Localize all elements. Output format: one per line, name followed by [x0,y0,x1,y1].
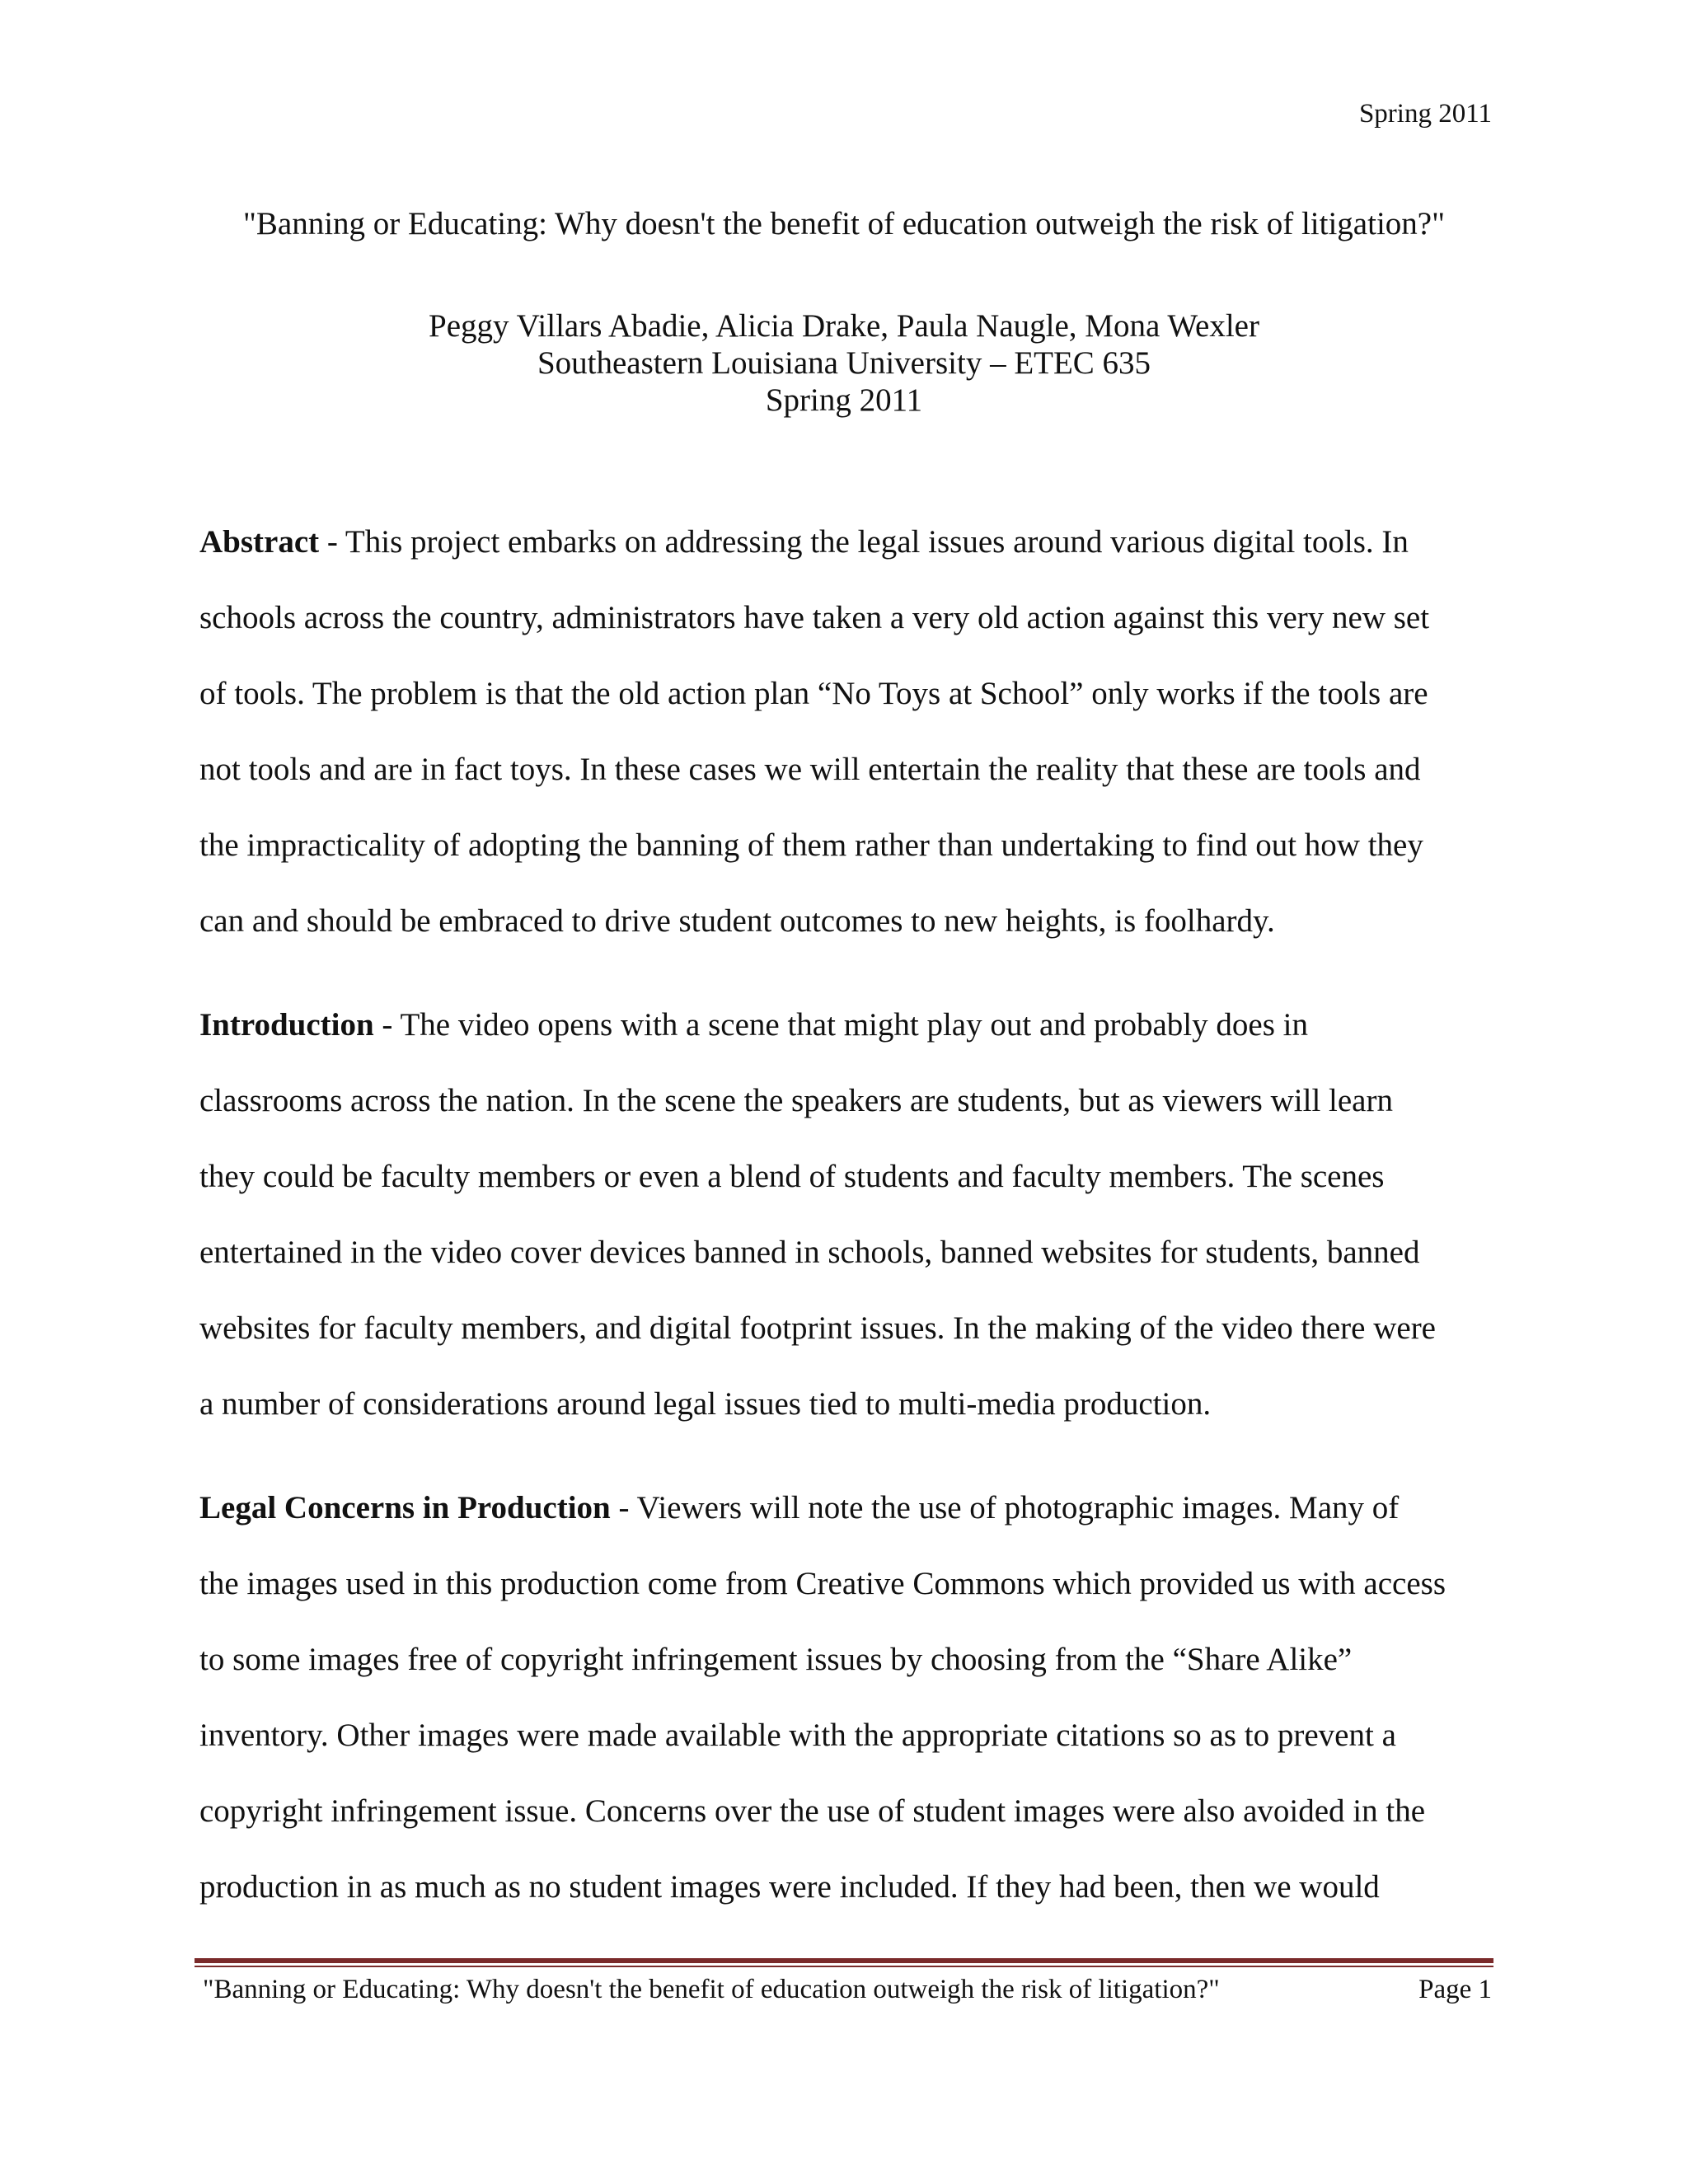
introduction-line-1: Introduction - The video opens with a scene that might play out and probably does in [199,1007,1308,1043]
legal-concerns-line-3: to some images free of copyright infringement issues by choosing from the “Share Alike” [199,1642,1353,1677]
abstract-line-1: Abstract - This project embarks on addressing the legal issues around various digital tools. In [199,524,1409,560]
abstract-line-2: schools across the country, administrators have taken a very old action against this very new set [199,600,1430,635]
legal-concerns-line-4: inventory. Other images were made available with the appropriate citations so as to prevent a [199,1718,1396,1753]
footer-divider-thin [195,1966,1493,1967]
author-block [196,307,1492,419]
author-names: Peggy Villars Abadie, Alicia Drake, Paula Naugle, Mona Wexler [429,308,1259,344]
legal-concerns-line-2: the images used in this production come from Creative Commons which provided us with access [199,1566,1447,1601]
introduction-line-6: a number of considerations around legal issues tied to multi-media production. [199,1386,1212,1422]
legal-concerns-label: Legal Concerns in Production [199,1490,611,1526]
footer-divider [195,1958,1493,1963]
abstract-section [199,504,1510,959]
abstract-line-4: not tools and are in fact toys. In these cases we will entertain the reality that these are tools and [199,752,1421,787]
page-number: Page 1 [1418,1975,1492,2004]
introduction-line-2: classrooms across the nation. In the scene the speakers are students, but as viewers will learn [199,1083,1393,1118]
author-affiliation: Southeastern Louisiana University – ETEC 635 [537,345,1151,381]
running-footer-title: "Banning or Educating: Why doesn't the benefit of education outweigh the risk of litigation?" [203,1975,1220,2004]
author-term: Spring 2011 [765,382,923,418]
introduction-line-4: entertained in the video cover devices banned in schools, banned websites for students, banned [199,1235,1420,1270]
abstract-label: Abstract [199,524,320,560]
document-title: "Banning or Educating: Why doesn't the benefit of education outweigh the risk of litigation?" [242,206,1446,241]
legal-concerns-line-5: copyright infringement issue. Concerns over the use of student images were also avoided in the [199,1793,1426,1829]
legal-concerns-line-1: Legal Concerns in Production - Viewers will note the use of photographic images. Many of [199,1490,1400,1526]
legal-concerns-line-6: production in as much as no student images were included. If they had been, then we would [199,1869,1380,1905]
legal-concerns-section [199,1470,1510,1925]
introduction-label: Introduction [199,1007,374,1043]
introduction-line-5: websites for faculty members, and digital footprint issues. In the making of the video there were [199,1310,1436,1346]
running-header-semester: Spring 2011 [1358,99,1492,129]
abstract-line-3: of tools. The problem is that the old action plan “No Toys at School” only works if the tools are [199,676,1428,711]
abstract-line-5: the impracticality of adopting the banning of them rather than undertaking to find out how they [199,827,1423,863]
introduction-section [199,987,1510,1442]
introduction-line-3: they could be faculty members or even a blend of students and faculty members. The scenes [199,1159,1385,1194]
abstract-line-6: can and should be embraced to drive student outcomes to new heights, is foolhardy. [199,903,1275,939]
